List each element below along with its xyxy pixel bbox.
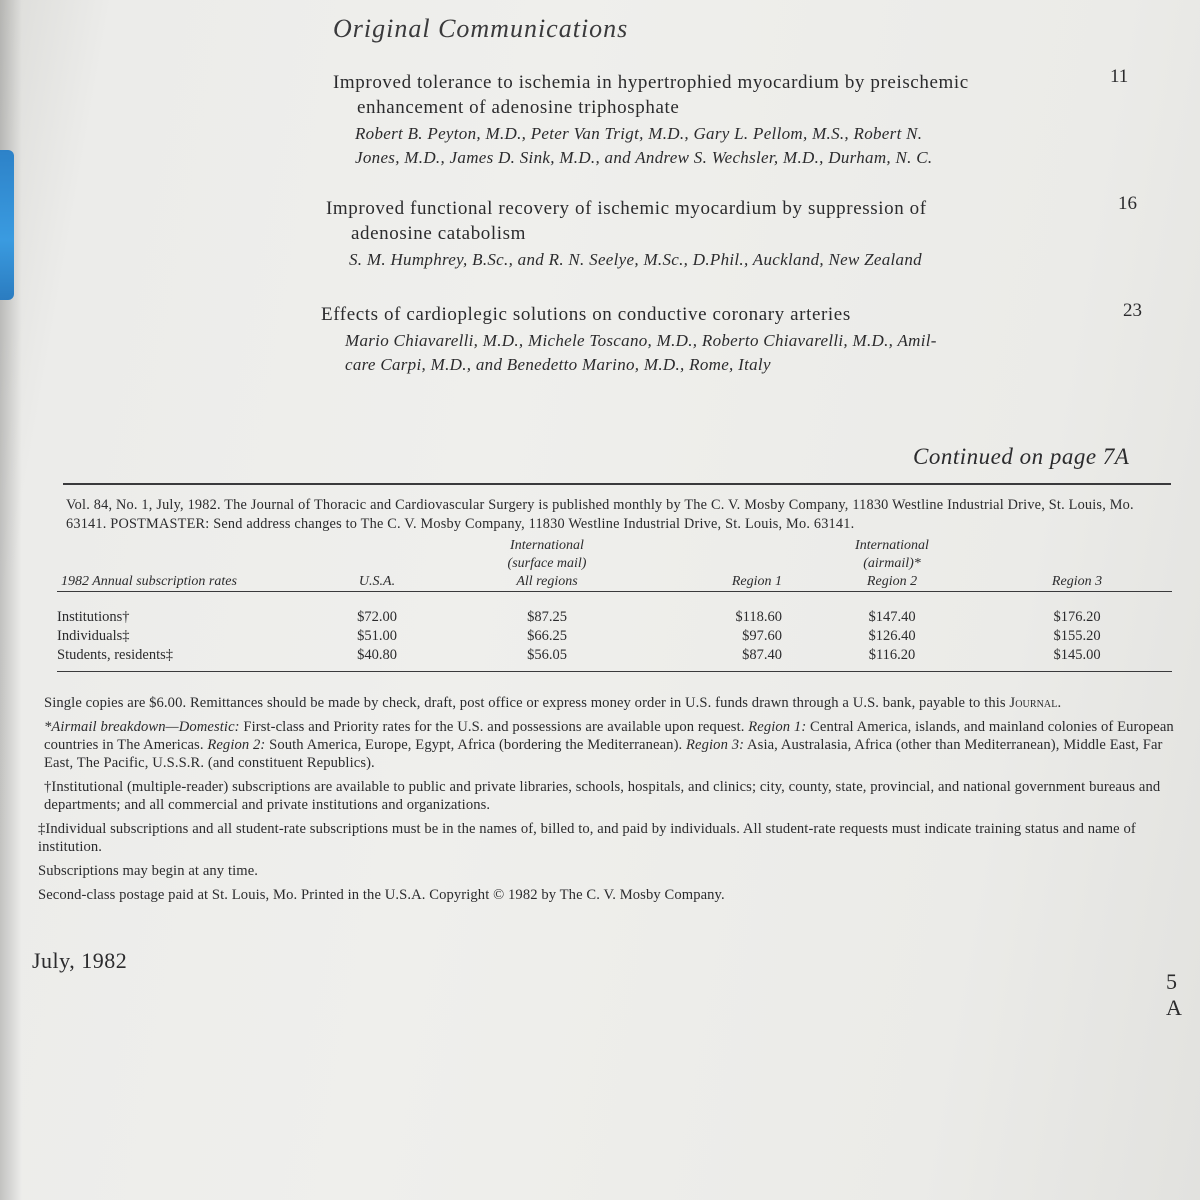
subscription-rates-table: [57, 533, 1172, 672]
column-header-line: U.S.A.: [358, 573, 396, 589]
airmail-lead: *Airmail breakdown—Domestic:: [44, 719, 240, 735]
subscription-notes: [38, 694, 1188, 910]
masthead-statement: Vol. 84, No. 1, July, 1982. The Journal of Thoracic and Cardiovascular Surgery is published monthly by The C. V. Mosby Company, 11830 Westline Industrial Drive, St. Louis, Mo. 63141. POSTMASTER: Send address changes to The C. V. Mosby Company, 11830 Westline Industrial Drive, St. Louis, Mo. 63141.: [66, 497, 1134, 532]
column-header: [447, 533, 647, 591]
column-header-line: Region 3: [1051, 573, 1103, 589]
divider-rule: [63, 483, 1171, 485]
article-authors: [321, 329, 1061, 377]
article-title-line: enhancement of adenosine triphosphate: [357, 97, 680, 118]
note-airmail: [44, 718, 1188, 772]
section-title: Original Communications: [333, 14, 629, 43]
rate-cell: $176.20: [1053, 608, 1101, 625]
article-authors: [326, 248, 1061, 272]
journal-word: Journal.: [1009, 695, 1062, 711]
article-entry: [333, 70, 1053, 170]
note-text: Asia, Australasia, Africa (other than Mediterranean), Middle East, Far East, The Pacific, U.S.S.R. (and constituent Republics).: [44, 737, 1163, 771]
rate-cell: $116.20: [868, 646, 916, 663]
column-header: [802, 533, 982, 591]
table-bottom-rule-row: [57, 665, 1172, 672]
rate-cell: $155.20: [1053, 627, 1101, 644]
article-author-line: Jones, M.D., James D. Sink, M.D., and Andrew S. Wechsler, M.D., Durham, N. C.: [355, 148, 933, 167]
article-author-line: Robert B. Peyton, M.D., Peter Van Trigt, M.D., Gary L. Pellom, M.S., Robert N.: [355, 124, 923, 143]
note-text: Central America, islands, and mainland colonies of European countries in The Americas.: [44, 719, 1174, 753]
column-header: [307, 533, 447, 591]
article-authors: [333, 122, 1053, 170]
rate-cell: $97.60: [742, 627, 782, 644]
column-header-line: Region 2: [866, 573, 918, 589]
rate-cell: $56.05: [527, 646, 567, 663]
rate-cell: $40.80: [357, 646, 397, 663]
column-header: [647, 533, 802, 591]
row-label: Individuals‡: [57, 627, 130, 644]
region-label: Region 2:: [207, 737, 266, 753]
region-label: Region 3:: [686, 737, 745, 753]
rate-cell: $145.00: [1053, 646, 1101, 663]
article-author-line: Mario Chiavarelli, M.D., Michele Toscano, M.D., Roberto Chiavarelli, M.D., Amil-: [345, 331, 937, 350]
rate-cell: $66.25: [527, 627, 567, 644]
rate-cell: $147.40: [868, 608, 916, 625]
article-title: [326, 196, 1061, 246]
table-row: [57, 627, 1172, 646]
note-text: South America, Europe, Egypt, Africa (bordering the Mediterranean).: [265, 737, 687, 753]
column-header-line: International: [855, 537, 929, 553]
article-author-line: care Carpi, M.D., and Benedetto Marino, M.D., Rome, Italy: [345, 355, 771, 374]
region-label: Region 1:: [748, 719, 807, 735]
column-header-line: (airmail)*: [863, 555, 921, 571]
note-single-copies: [44, 694, 1188, 712]
note-text: First-class and Priority rates for the U.S. and possessions are available upon request.: [239, 719, 749, 735]
column-header: [982, 533, 1172, 591]
note-individual: ‡Individual subscriptions and all student-rate subscriptions must be in the names of, billed to, and paid by individuals. All student-rate requests must indicate training status and name of institution.: [38, 821, 1136, 855]
article-page-number: 23: [1123, 300, 1142, 321]
rates-caption: 1982 Annual subscription rates: [61, 573, 237, 589]
column-header-line: International: [510, 537, 584, 553]
table-header-row: [57, 533, 1172, 591]
rate-cell: $87.25: [527, 608, 567, 625]
page-folio: 5 A: [1166, 969, 1183, 1020]
article-author-line: S. M. Humphrey, B.Sc., and R. N. Seelye, M.Sc., D.Phil., Auckland, New Zealand: [349, 250, 922, 269]
table-rule-row: [57, 591, 1172, 608]
column-header-line: Region 1: [731, 573, 782, 589]
note-begin: Subscriptions may begin at any time.: [38, 863, 259, 879]
issue-date: July, 1982: [32, 948, 128, 973]
cover-edge-strip: [0, 150, 14, 300]
table-row: [57, 646, 1172, 665]
rate-cell: $51.00: [357, 627, 397, 644]
article-title-line: Improved tolerance to ischemia in hypertrophied myocardium by preischemic: [333, 72, 969, 93]
row-label: Institutions†: [57, 608, 130, 625]
note-text: Single copies are $6.00. Remittances should be made by check, draft, post office or express money order in U.S. funds drawn through a U.S. bank, payable to this: [44, 695, 1006, 711]
article-title: [333, 70, 1053, 120]
article-page-number: 16: [1118, 193, 1137, 214]
rate-cell: $72.00: [357, 608, 397, 625]
rate-cell: $118.60: [735, 608, 782, 625]
article-page-number: 11: [1110, 66, 1129, 87]
article-title: [321, 302, 1061, 327]
article-entry: [321, 302, 1061, 377]
continued-link: Continued on page 7A: [913, 444, 1130, 469]
article-entry: [326, 196, 1061, 272]
note-postage: Second-class postage paid at St. Louis, Mo. Printed in the U.S.A. Copyright © 1982 by The C. V. Mosby Company.: [38, 887, 725, 903]
article-title-line: adenosine catabolism: [351, 223, 527, 244]
note-institutional: †Institutional (multiple-reader) subscriptions are available to public and private libraries, schools, hospitals, and clinics; city, county, state, provincial, and national government bureaus and departments; and all commercial and private institutions and organizations.: [44, 779, 1161, 813]
column-header-line: (surface mail): [507, 555, 587, 571]
article-title-line: Effects of cardioplegic solutions on conductive coronary arteries: [321, 304, 851, 325]
rate-cell: $126.40: [868, 627, 916, 644]
row-label: Students, residents‡: [57, 646, 173, 663]
article-title-line: Improved functional recovery of ischemic myocardium by suppression of: [326, 198, 927, 219]
column-header-line: All regions: [516, 573, 578, 589]
rate-cell: $87.40: [742, 646, 782, 663]
table-row: [57, 608, 1172, 627]
